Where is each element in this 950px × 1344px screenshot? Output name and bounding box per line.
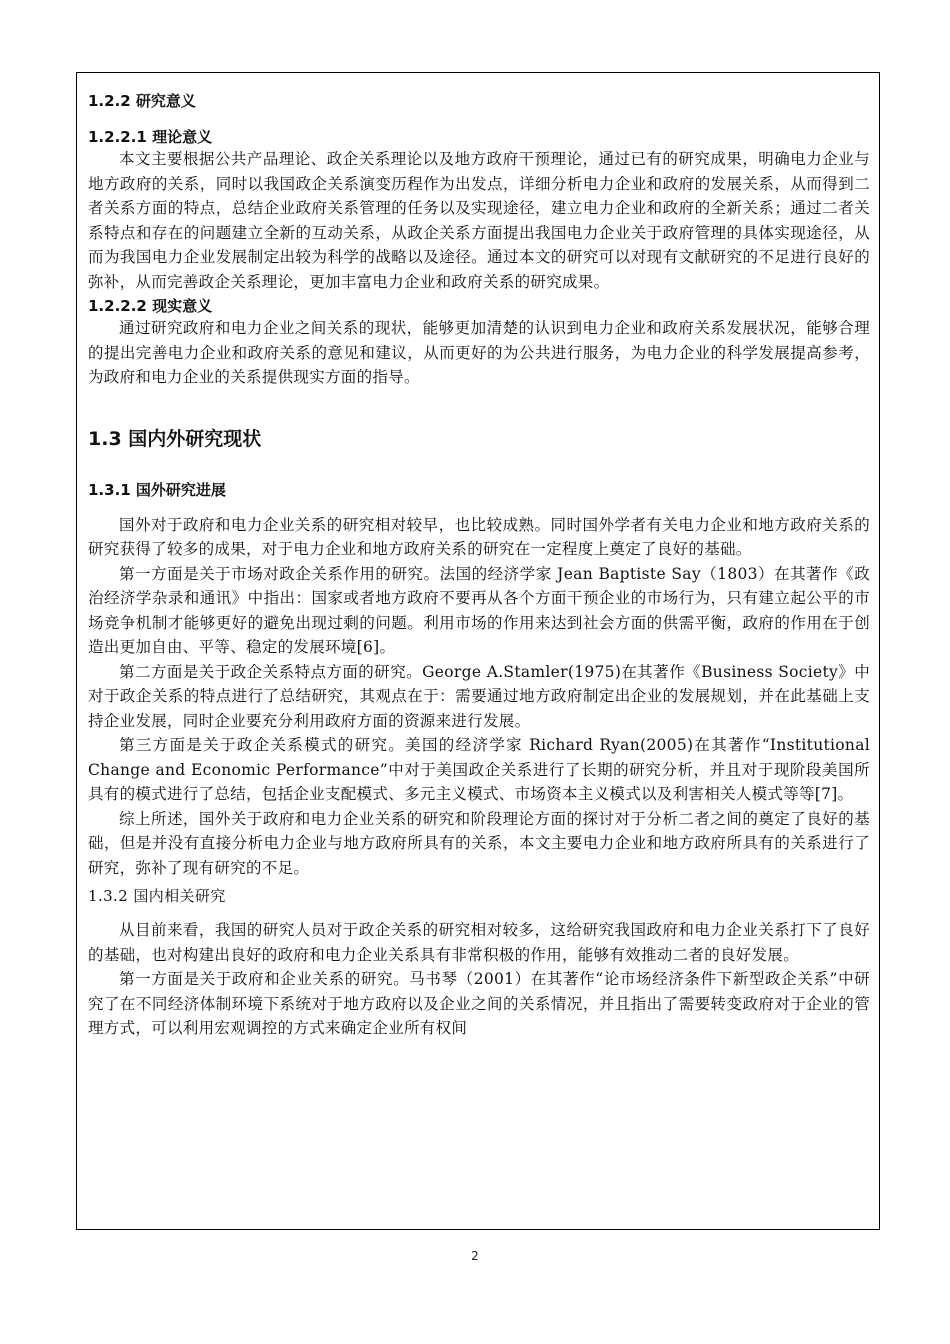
paragraph-foreign-5: 综上所述，国外关于政府和电力企业关系的研究和阶段理论方面的探讨对于分析二者之间的奠定了良好的基础，但是并没有直接分析电力企业与地方政府所具有的关系，本文主要电力企业和地方政府所具有的关系进行了研究，弥补了现有研究的不足。: [88, 809, 870, 877]
paragraph-foreign-3: 第二方面是关于政企关系特点方面的研究。George A.Stamler(1975)在其著作《Business Society》中对于政企关系的特点进行了总结研究，其观点在于：需要通过地方政府制定出企业的发展规划，并在此基础上支持企业发展，同时企业要充分利用政府方面的资源来进行发展。: [88, 662, 870, 730]
foreign-research-section: [88, 513, 870, 881]
heading-1-3: 1.3 国内外研究现状: [88, 427, 262, 450]
heading-1-3-2: 1.3.2 国内相关研究: [88, 887, 226, 905]
domestic-research-section: [88, 918, 870, 1041]
paragraph-domestic-1: 从目前来看，我国的研究人员对于政企关系的研究相对较多，这给研究我国政府和电力企业关系打下了良好的基础，也对构建出良好的政府和电力企业关系具有非常积极的作用，能够有效推动二者的良好发展。: [88, 921, 870, 964]
paragraph-foreign-2: 第一方面是关于市场对政企关系作用的研究。法国的经济学家 Jean Baptiste Say（1803）在其著作《政治经济学杂录和通讯》中指出：国家或者地方政府不要再从各个方面干预企业的市场行为，只有建立起公平的市场竞争机制才能够更好的避免出现过剩的问题。利用市场的作用来达到社会方面的供需平衡，政府的作用在于创造出更加自由、平等、稳定的发展环境[6]。: [88, 564, 870, 656]
paragraph-theoretical-significance: 本文主要根据公共产品理论、政企关系理论以及地方政府干预理论，通过已有的研究成果，明确电力企业与地方政府的关系，同时以我国政企关系演变历程作为出发点，详细分析电力企业和政府的发展关系，从而得到二者关系方面的特点，总结企业政府关系管理的任务以及实现途径，建立电力企业和政府的全新关系；通过二者关系特点和存在的问题建立全新的互动关系，从政企关系方面提出我国电力企业关于政府管理的具体实现途径，从而为我国电力企业发展制定出较为科学的战略以及途径。通过本文的研究可以对现有文献研究的不足进行良好的弥补，从而完善政企关系理论，更加丰富电力企业和政府关系的研究成果。: [88, 150, 870, 291]
paragraph-foreign-1: 国外对于政府和电力企业关系的研究相对较早，也比较成熟。同时国外学者有关电力企业和地方政府关系的研究获得了较多的成果，对于电力企业和地方政府关系的研究在一定程度上奠定了良好的基础。: [88, 515, 870, 558]
paragraph-foreign-4: 第三方面是关于政企关系模式的研究。美国的经济学家 Richard Ryan(2005)在其著作“Institutional Change and Economic Performance”中对于美国政企关系进行了长期的研究分析，并且对于现阶段美国所具有的模式进行了总结，包括企业支配模式、多元主义模式、市场资本主义模式以及利害相关人模式等等[7]。: [88, 736, 870, 803]
heading-1-2-2-1: 1.2.2.1 理论意义: [88, 128, 213, 146]
heading-1-2-2: 1.2.2 研究意义: [88, 92, 196, 110]
heading-1-2-2-2: 1.2.2.2 现实意义: [88, 297, 213, 315]
paragraph-domestic-2: 第一方面是关于政府和企业关系的研究。马书琴（2001）在其著作“论市场经济条件下新型政企关系”中研究了在不同经济体制环境下系统对于地方政府以及企业之间的关系情况，并且指出了需要转变政府对于企业的管理方式，可以利用宏观调控的方式来确定企业所有权间: [88, 970, 870, 1037]
page-content: [88, 86, 870, 1041]
paragraph-practical-significance: 通过研究政府和电力企业之间关系的现状，能够更加清楚的认识到电力企业和政府关系发展状况，能够合理的提出完善电力企业和政府关系的意见和建议，从而更好的为公共进行服务，为电力企业的科学发展提高参考，为政府和电力企业的关系提供现实方面的指导。: [88, 319, 870, 386]
heading-1-3-1: 1.3.1 国外研究进展: [88, 480, 226, 499]
page-number: 2: [471, 1249, 479, 1263]
